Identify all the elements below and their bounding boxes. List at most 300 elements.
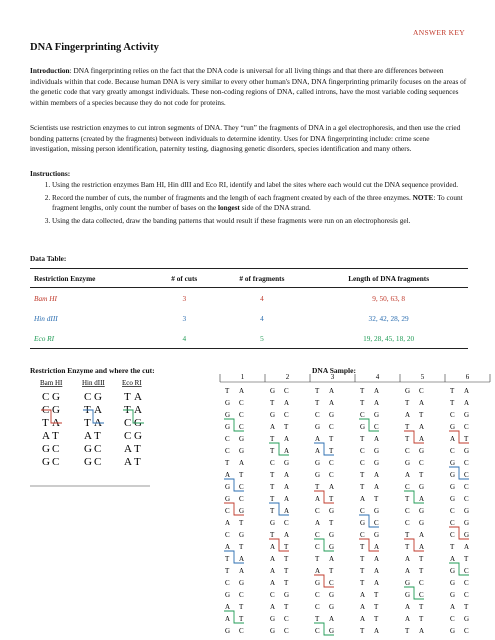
dna-base: C	[360, 507, 365, 515]
dna-base: G	[374, 459, 380, 467]
dna-base: A	[270, 555, 276, 563]
dna-base: C	[464, 567, 469, 575]
enzyme-base: G	[134, 430, 142, 442]
dna-base: G	[419, 447, 425, 455]
enzyme-base: T	[134, 443, 141, 455]
enzyme-base: T	[84, 417, 91, 429]
dna-base: C	[239, 495, 244, 503]
dna-base: T	[360, 387, 365, 395]
dna-base: G	[239, 531, 245, 539]
dna-base: A	[419, 423, 425, 431]
dna-base: C	[450, 615, 455, 623]
dna-base: T	[239, 615, 244, 623]
dna-base: C	[315, 531, 320, 539]
dna-base: A	[225, 471, 231, 479]
dna-base: G	[450, 627, 456, 635]
instruction-note: NOTE	[412, 192, 434, 202]
dna-base: T	[374, 495, 379, 503]
dna-base: T	[284, 423, 289, 431]
enzyme-base: G	[84, 456, 92, 468]
dna-base: A	[360, 495, 366, 503]
instruction-emphasis: longest	[217, 203, 240, 213]
dna-base: C	[225, 507, 230, 515]
table-cell: 4	[260, 313, 264, 323]
enzyme-base: C	[124, 430, 132, 442]
dna-base: A	[239, 387, 245, 395]
dna-base: T	[315, 483, 320, 491]
dna-base: T	[284, 543, 289, 551]
enzyme-base: T	[124, 391, 131, 403]
dna-base: A	[315, 567, 321, 575]
dna-base: A	[450, 555, 456, 563]
dna-base: C	[329, 459, 334, 467]
dna-base: A	[405, 567, 411, 575]
dna-base: T	[284, 603, 289, 611]
dna-base: A	[450, 603, 456, 611]
dna-base: T	[225, 567, 230, 575]
dna-base: T	[329, 519, 334, 527]
instruction-text: side of the DNA strand.	[239, 203, 311, 213]
dna-base: C	[284, 387, 289, 395]
dna-base: T	[315, 555, 320, 563]
dna-base: A	[374, 543, 380, 551]
dna-base: C	[464, 459, 469, 467]
dna-base: G	[284, 459, 290, 467]
dna-base: T	[239, 471, 244, 479]
dna-base: G	[374, 507, 380, 515]
dna-base: C	[419, 459, 424, 467]
table-cell: 4	[154, 328, 215, 349]
dna-base: C	[315, 627, 320, 635]
instruction-text: Record the number of cuts, the number of fragments and the length of each fragment created by each of the three enzymes.	[52, 192, 413, 202]
enzyme-sequences	[30, 379, 150, 486]
dna-base: C	[405, 507, 410, 515]
dna-base: T	[360, 483, 365, 491]
dna-base: A	[284, 495, 290, 503]
dna-base: T	[419, 471, 424, 479]
enzyme-base: A	[134, 404, 142, 416]
dna-base: T	[284, 579, 289, 587]
dna-base: A	[225, 543, 231, 551]
dna-base: T	[405, 399, 410, 407]
enzyme-base: T	[134, 456, 141, 468]
enzyme-base: T	[124, 404, 131, 416]
dna-base: C	[450, 519, 455, 527]
dna-base: C	[315, 507, 320, 515]
dna-base: G	[450, 459, 456, 467]
table-cell: 9, 50, 63, 8	[372, 293, 406, 303]
dna-base: C	[329, 471, 334, 479]
dna-base: C	[315, 543, 320, 551]
dna-base: T	[315, 399, 320, 407]
dna-base: A	[374, 627, 380, 635]
dna-base: A	[360, 603, 366, 611]
dna-base: G	[239, 435, 245, 443]
dna-base: A	[450, 435, 456, 443]
dna-base: G	[225, 423, 231, 431]
page-title: DNA Fingerprinting Activity	[30, 42, 159, 53]
dna-base: T	[225, 387, 230, 395]
dna-base: T	[360, 579, 365, 587]
dna-base: G	[419, 519, 425, 527]
dna-base: T	[270, 435, 275, 443]
dna-base: T	[270, 483, 275, 491]
dna-base: T	[270, 531, 275, 539]
dna-base: A	[329, 615, 335, 623]
dna-base: G	[405, 459, 411, 467]
dna-base: T	[464, 603, 469, 611]
dna-base: T	[239, 543, 244, 551]
dna-base: A	[374, 579, 380, 587]
dna-base: A	[284, 483, 290, 491]
dna-base: T	[450, 387, 455, 395]
dna-base: T	[405, 423, 410, 431]
dna-base: C	[464, 627, 469, 635]
dna-base: A	[329, 483, 335, 491]
table-cell: 32, 42, 28, 29	[368, 313, 409, 323]
dna-base: C	[270, 591, 275, 599]
dna-base: T	[405, 495, 410, 503]
dna-base: G	[270, 615, 276, 623]
dna-base: G	[225, 591, 231, 599]
enzyme-base: A	[124, 443, 132, 455]
dna-base: C	[450, 447, 455, 455]
table-cell: Bam HI	[34, 293, 57, 303]
dna-base: G	[270, 387, 276, 395]
dna-base: A	[374, 555, 380, 563]
dna-base: A	[239, 555, 245, 563]
dna-base: T	[360, 555, 365, 563]
enzyme-base: G	[52, 404, 60, 416]
dna-base: A	[270, 543, 276, 551]
dna-base: C	[450, 531, 455, 539]
dna-base: T	[315, 387, 320, 395]
dna-base: T	[405, 627, 410, 635]
enzyme-section-label: Restriction Enzyme and where the cut:	[30, 366, 155, 375]
dna-base: C	[284, 615, 289, 623]
dna-base: T	[419, 555, 424, 563]
enzyme-base: C	[94, 443, 102, 455]
dna-base: C	[225, 447, 230, 455]
dna-base: A	[374, 387, 380, 395]
dna-base: G	[405, 387, 411, 395]
instructions-label-text: Instructions	[30, 169, 68, 178]
dna-base: A	[405, 555, 411, 563]
dna-base: G	[270, 411, 276, 419]
dna-base: A	[374, 399, 380, 407]
dna-base: C	[239, 411, 244, 419]
dna-base: C	[315, 591, 320, 599]
dna-base: C	[270, 459, 275, 467]
dna-base: T	[270, 471, 275, 479]
dna-base: G	[329, 411, 335, 419]
dna-base: G	[374, 411, 380, 419]
dna-base: A	[419, 495, 425, 503]
dna-base: C	[239, 399, 244, 407]
enzyme-base: A	[52, 417, 60, 429]
dna-base: A	[419, 627, 425, 635]
dna-base: C	[225, 579, 230, 587]
enzyme-base: A	[94, 404, 102, 416]
dna-base: T	[450, 543, 455, 551]
enzyme-name: Eco RI	[122, 379, 142, 387]
table-header: # of fragments	[215, 269, 310, 288]
dna-base: A	[405, 411, 411, 419]
dna-base: A	[405, 603, 411, 611]
dna-base: T	[329, 435, 334, 443]
dna-base: T	[225, 555, 230, 563]
enzyme-base: A	[124, 456, 132, 468]
dna-base: A	[284, 399, 290, 407]
dna-base: A	[270, 423, 276, 431]
dna-base: C	[360, 531, 365, 539]
dna-base: G	[270, 519, 276, 527]
dna-base: C	[225, 531, 230, 539]
enzyme-base: T	[94, 430, 101, 442]
enzyme-base: C	[84, 391, 92, 403]
dna-base: C	[464, 483, 469, 491]
dna-base: T	[360, 543, 365, 551]
dna-base: A	[419, 435, 425, 443]
column-number: 6	[465, 373, 470, 381]
dna-base: G	[450, 567, 456, 575]
dna-base: G	[239, 579, 245, 587]
dna-base: G	[374, 447, 380, 455]
enzyme-base: G	[84, 443, 92, 455]
intro-text: : DNA fingerprinting relies on the fact that the DNA code is universal for all living things and that there are differences between individuals within that code. Because human DNA is very similar to every other human's DNA, DNA fingerprinting primarily focuses on the areas of the genetic code that vary greatly amongst individuals. These non-coding regions of DNA, called introns, have the most variable coding sequences within members of a species because they do not code for proteins.	[30, 66, 467, 107]
dna-base: A	[405, 471, 411, 479]
dna-base: G	[225, 483, 231, 491]
dna-base: A	[360, 591, 366, 599]
dna-base: T	[360, 567, 365, 575]
enzyme-base: A	[84, 430, 92, 442]
dna-base: G	[450, 591, 456, 599]
column-number: 1	[240, 373, 245, 381]
dna-base: C	[239, 627, 244, 635]
dna-base: G	[315, 579, 321, 587]
dna-base: G	[450, 579, 456, 587]
dna-base: T	[329, 495, 334, 503]
dna-base: T	[405, 435, 410, 443]
dna-base: C	[315, 603, 320, 611]
dna-base: C	[419, 579, 424, 587]
dna-base: G	[450, 423, 456, 431]
dna-base: A	[329, 399, 335, 407]
dna-base: C	[464, 423, 469, 431]
dna-base: A	[225, 603, 231, 611]
dna-base: C	[464, 471, 469, 479]
enzyme-base: G	[94, 391, 102, 403]
dna-base: G	[284, 591, 290, 599]
dna-base: T	[239, 519, 244, 527]
dna-base: T	[284, 555, 289, 563]
dna-base: A	[329, 387, 335, 395]
dna-base: T	[315, 615, 320, 623]
enzyme-base: C	[52, 443, 60, 455]
dna-base: T	[374, 603, 379, 611]
dna-base: A	[419, 543, 425, 551]
dna-base: A	[374, 471, 380, 479]
dna-base: T	[270, 495, 275, 503]
dna-base: T	[419, 411, 424, 419]
dna-base: A	[405, 615, 411, 623]
dna-base: T	[270, 507, 275, 515]
dna-base: A	[284, 435, 290, 443]
column-number: 2	[285, 373, 290, 381]
dna-base: G	[329, 627, 335, 635]
dna-base: G	[270, 627, 276, 635]
dna-base: C	[464, 495, 469, 503]
dna-base: G	[360, 519, 366, 527]
dna-base: T	[360, 627, 365, 635]
intro-label: Introduction	[30, 66, 70, 75]
dna-base: T	[374, 591, 379, 599]
dna-base: C	[405, 483, 410, 491]
dna-base: A	[464, 387, 470, 395]
dna-base: G	[405, 579, 411, 587]
dna-base: C	[239, 591, 244, 599]
enzyme-base: C	[52, 456, 60, 468]
dna-base: A	[270, 579, 276, 587]
dna-base: A	[374, 483, 380, 491]
table-cell: Eco RI	[30, 328, 154, 349]
dna-base: G	[464, 507, 470, 515]
dna-base: A	[315, 447, 321, 455]
dna-base: G	[464, 531, 470, 539]
dna-base: G	[225, 627, 231, 635]
dna-base: G	[374, 531, 380, 539]
dna-base: A	[419, 399, 425, 407]
enzyme-base: G	[42, 456, 50, 468]
dna-base: T	[329, 567, 334, 575]
dna-base: G	[450, 495, 456, 503]
table-cell: 19, 28, 45, 18, 20	[309, 328, 468, 349]
dna-base: C	[419, 387, 424, 395]
dna-base: G	[329, 591, 335, 599]
dna-base: T	[329, 447, 334, 455]
dna-base: C	[374, 423, 379, 431]
dna-base: A	[225, 615, 231, 623]
dna-base: T	[464, 435, 469, 443]
dna-base: A	[329, 555, 335, 563]
table-cell: 4	[260, 293, 264, 303]
data-table-label-text: Data Table	[30, 254, 64, 263]
dna-base: C	[405, 519, 410, 527]
dna-base: A	[360, 615, 366, 623]
dna-base: G	[225, 399, 231, 407]
dna-base: A	[374, 435, 380, 443]
dna-base: T	[360, 435, 365, 443]
answer-key-label: ANSWER KEY	[413, 28, 465, 37]
dna-base: T	[360, 471, 365, 479]
data-table-label: Data Table:	[30, 254, 67, 263]
dna-base: T	[405, 531, 410, 539]
dna-base: C	[374, 519, 379, 527]
dna-base: T	[419, 567, 424, 575]
dna-base: G	[239, 447, 245, 455]
dna-base: A	[284, 447, 290, 455]
dna-base: G	[329, 507, 335, 515]
table-header: Restriction Enzyme	[30, 269, 154, 288]
dna-base: A	[284, 507, 290, 515]
table-cell: 3	[182, 293, 187, 303]
dna-base: T	[270, 447, 275, 455]
dna-base: G	[419, 483, 425, 491]
dna-base: G	[225, 411, 231, 419]
enzyme-base: T	[52, 430, 59, 442]
dna-base: C	[450, 507, 455, 515]
dna-base: C	[329, 423, 334, 431]
dna-base: G	[315, 459, 321, 467]
dna-base: C	[360, 411, 365, 419]
dna-base: G	[315, 471, 321, 479]
enzyme-base: C	[94, 456, 102, 468]
dna-base: C	[315, 411, 320, 419]
dna-base: A	[374, 567, 380, 575]
dna-base: C	[464, 579, 469, 587]
enzyme-base: T	[42, 417, 49, 429]
dna-base: A	[284, 471, 290, 479]
dna-base: G	[329, 603, 335, 611]
dna-base: C	[329, 579, 334, 587]
enzyme-base: C	[42, 391, 50, 403]
enzyme-base: G	[42, 443, 50, 455]
dna-base: C	[450, 411, 455, 419]
dna-base: T	[360, 399, 365, 407]
instruction-item: 1. Using the restriction enzymes Bam HI, Hin dIII and Eco RI, identify and label the sites where each would cut the DNA sequence provided.	[52, 180, 490, 191]
table-header: Length of DNA fragments	[309, 269, 468, 288]
dna-base: A	[270, 603, 276, 611]
dna-sample-label: DNA Sample:	[312, 366, 356, 375]
enzyme-base: C	[42, 404, 50, 416]
dna-base: G	[464, 615, 470, 623]
enzyme-base: A	[42, 430, 50, 442]
dna-base: T	[374, 615, 379, 623]
enzyme-base: G	[52, 391, 60, 403]
dna-base: C	[464, 591, 469, 599]
dna-base: T	[284, 567, 289, 575]
dna-base: C	[284, 519, 289, 527]
dna-base: G	[464, 447, 470, 455]
dna-base: A	[419, 531, 425, 539]
dna-base: G	[239, 507, 245, 515]
dna-base: A	[315, 495, 321, 503]
dna-base: A	[284, 531, 290, 539]
table-cell: Hin dIII	[34, 313, 58, 323]
dna-base: A	[315, 519, 321, 527]
column-number: 4	[375, 373, 380, 381]
dna-base: C	[284, 627, 289, 635]
enzyme-base: T	[84, 404, 91, 416]
dna-base: A	[464, 399, 470, 407]
dna-base: A	[225, 519, 231, 527]
dna-base: C	[284, 411, 289, 419]
dna-base: C	[239, 483, 244, 491]
column-number: 5	[420, 373, 425, 381]
dna-base: T	[239, 603, 244, 611]
dna-base: G	[464, 411, 470, 419]
instruction-item: 3. Using the data collected, draw the banding patterns that would result if these fragments were run on an electrophoresis gel.	[52, 216, 490, 227]
dna-base: C	[405, 447, 410, 455]
dna-base: A	[239, 459, 245, 467]
dna-base: C	[239, 423, 244, 431]
dna-base: G	[315, 423, 321, 431]
dna-base: A	[270, 567, 276, 575]
dna-base: A	[464, 543, 470, 551]
dna-base: G	[450, 471, 456, 479]
table-cell: 5	[215, 328, 310, 349]
dna-base: T	[419, 615, 424, 623]
